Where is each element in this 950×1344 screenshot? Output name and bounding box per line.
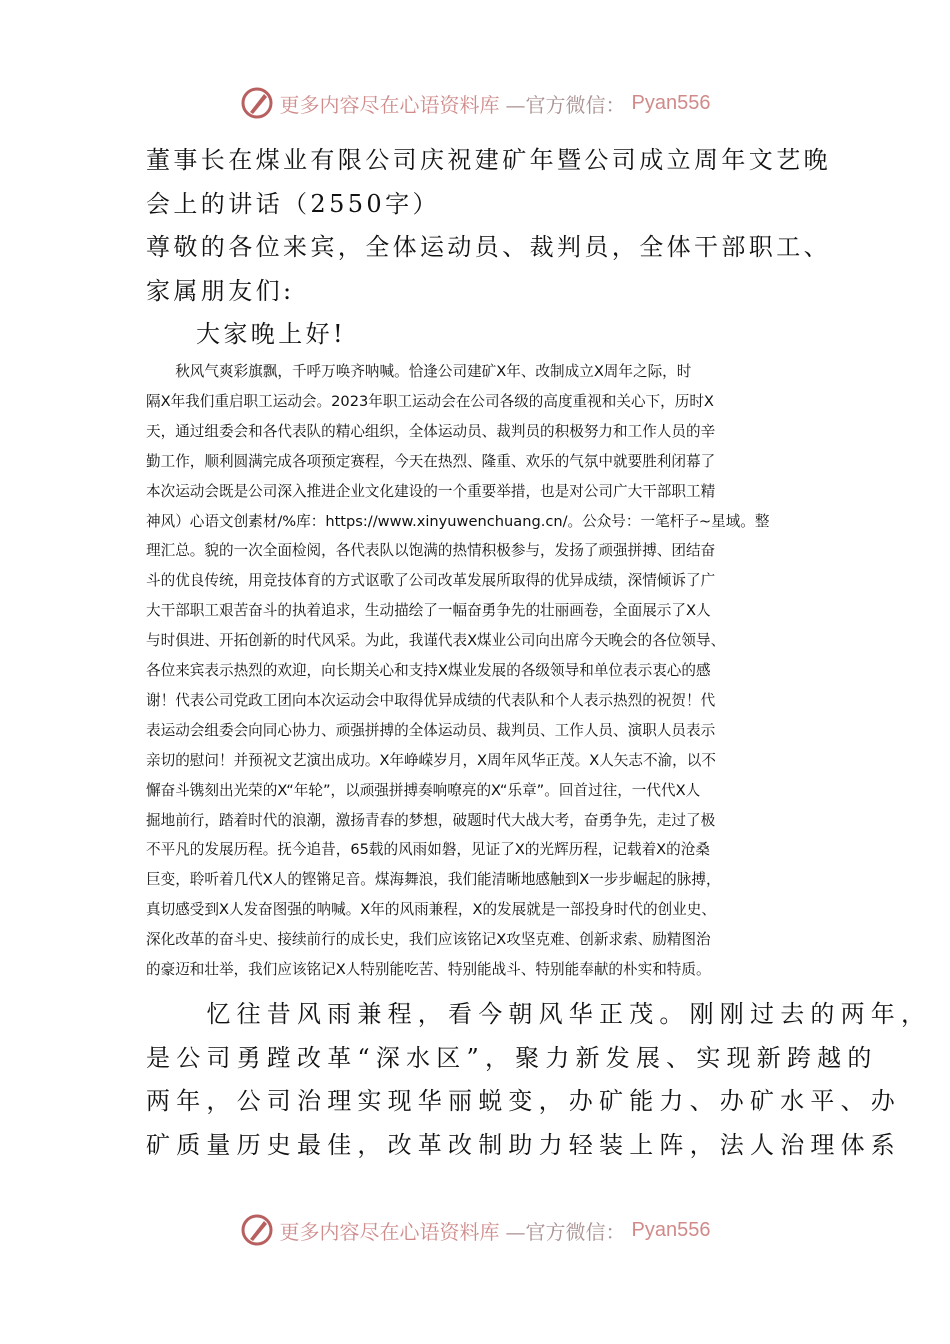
- title-line: 会上的讲话（2550字）: [146, 190, 440, 218]
- body-line: 亲切的慰问！并预祝文艺演出成功。X年峥嵘岁月，X周年风华正茂。X人矢志不渝，以不: [146, 751, 716, 769]
- body-line: 不平凡的发展历程。抚今追昔，65载的风雨如磐，见证了X的光辉历程，记载着X的沧桑: [146, 841, 710, 859]
- body-line: 深化改革的奋斗史、接续前行的成长史，我们应该铭记X攻坚克难、创新求索、励精图治: [146, 931, 711, 949]
- body-line: 理汇总。貌的一次全面检阅，各代表队以饱满的热情积极参与，发扬了顽强拼搏、团结奋: [146, 542, 716, 560]
- watermark-wechat-id: Pyan556: [631, 1218, 711, 1241]
- closing-line: 矿质量历史最佳，改革改制助力轻装上阵，法人治理体系: [146, 1130, 901, 1159]
- body-line: 谢！代表公司党政工团向本次运动会中取得优异成绩的代表队和个人表示热烈的祝贺！代: [146, 691, 716, 709]
- watermark-text: 更多内容尽在心语资料库: [279, 92, 500, 117]
- body-line: 懈奋斗镌刻出光荣的X“年轮”，以顽强拼搏奏响嘹亮的X“乐章”。回首过往，一代代X人: [146, 781, 701, 799]
- body-line: 与时俱进、开拓创新的时代风采。为此，我谨代表X煤业公司向出席今天晚会的各位领导、: [146, 632, 726, 650]
- body-line: 掘地前行，踏着时代的浪潮，激扬青春的梦想，破题时代大战大考，奋勇争先，走过了极: [146, 811, 716, 829]
- body-line: 隔X年我们重启职工运动会。2023年职工运动会在公司各级的高度重视和关心下，历时X: [146, 392, 714, 410]
- pen-logo-icon: [240, 1213, 274, 1247]
- salutation-line: 家属朋友们:: [146, 277, 295, 305]
- closing-line: 是公司勇蹚改革“深水区”，聚力新发展、实现新跨越的: [146, 1043, 878, 1072]
- greeting: 大家晚上好!: [196, 320, 347, 348]
- body-line: 表运动会组委会向同心协力、顽强拼搏的全体运动员、裁判员、工作人员、演职人员表示: [146, 721, 716, 739]
- body-line: 各位来宾表示热烈的欢迎，向长期关心和支持X煤业发展的各级领导和单位表示衷心的感: [146, 662, 711, 679]
- salutation-line: 尊敬的各位来宾，全体运动员、裁判员，全体干部职工、: [146, 233, 831, 261]
- watermark-footer: [0, 1213, 950, 1247]
- watermark-text: 更多内容尽在心语资料库: [279, 1219, 500, 1244]
- body-line: 巨变，聆听着几代X人的铿锵足音。煤海舞浪，我们能清晰地感触到X一步步崛起的脉搏，: [146, 871, 721, 889]
- body-line: 秋风气爽彩旗飘，千呼万唤齐呐喊。恰逢公司建矿X年、改制成立X周年之际，时: [146, 363, 692, 380]
- title-line: 董事长在煤业有限公司庆祝建矿年暨公司成立周年文艺晚: [146, 146, 831, 174]
- closing-line: 忆往昔风雨兼程，看今朝风华正茂。刚刚过去的两年，: [146, 1000, 932, 1028]
- body-line: 真切感受到X人发奋图强的呐喊。X年的风雨兼程，X的发展就是一部投身时代的创业史、: [146, 901, 716, 919]
- watermark-wechat-label: —官方微信：: [505, 1219, 626, 1244]
- body-line: 本次运动会既是公司深入推进企业文化建设的一个重要举措，也是对公司广大干部职工精: [146, 482, 716, 500]
- watermark-wechat-id: Pyan556: [631, 91, 711, 114]
- watermark-wechat-label: —官方微信：: [505, 92, 626, 117]
- body-line: 神风）心语文创素材/%库：https://www.xinyuwenchuang.cn/。公众号：一笔杆子~星域。整: [146, 512, 770, 530]
- pen-logo-icon: [240, 86, 274, 120]
- body-line: 天，通过组委会和各代表队的精心组织，全体运动员、裁判员的积极努力和工作人员的辛: [146, 422, 716, 440]
- body-line: 的豪迈和壮举，我们应该铭记X人特别能吃苦、特别能战斗、特别能奉献的朴实和特质。: [146, 961, 711, 978]
- body-line: 勤工作，顺利圆满完成各项预定赛程，今天在热烈、隆重、欢乐的气氛中就要胜利闭幕了: [146, 452, 716, 470]
- body-line: 大干部职工艰苦奋斗的执着追求，生动描绘了一幅奋勇争先的壮丽画卷，全面展示了X人: [146, 602, 711, 620]
- body-line: 斗的优良传统，用竞技体育的方式讴歌了公司改革发展所取得的优异成绩，深情倾诉了广: [146, 572, 716, 590]
- watermark-header: [0, 86, 950, 120]
- closing-line: 两年，公司治理实现华丽蜕变，办矿能力、办矿水平、办: [146, 1087, 901, 1116]
